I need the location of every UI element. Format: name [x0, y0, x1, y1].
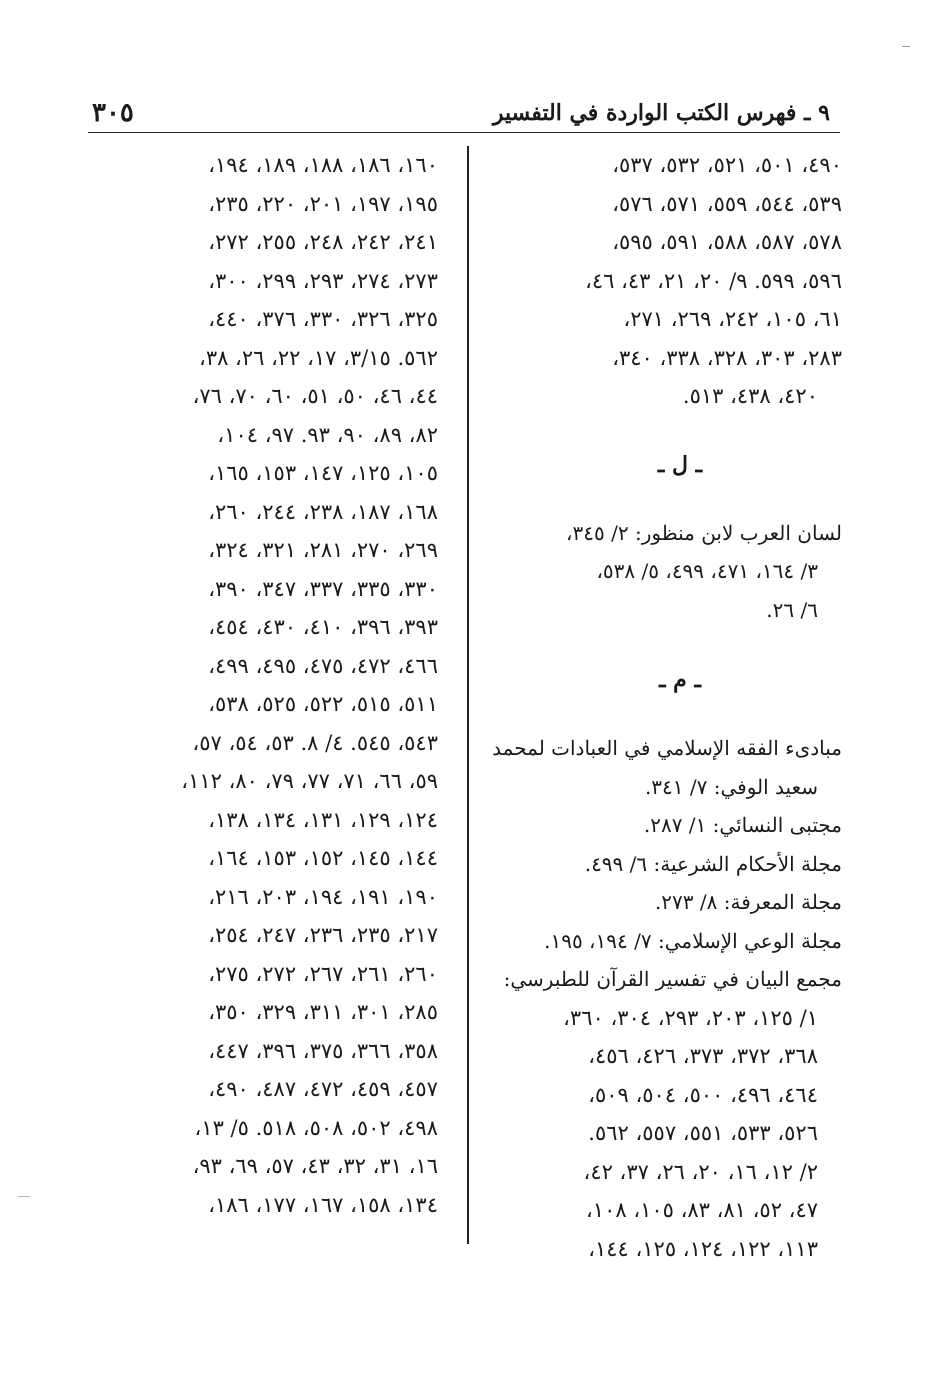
index-line: ١٠٥، ١٢٥، ١٤٧، ١٥٣، ١٦٥، [208, 461, 438, 485]
index-line: ٤٤، ٤٦، ٥٠، ٥١، ٦٠، ٧٠، ٧٦، [192, 384, 438, 408]
index-line: ٤٧، ٥٢، ٨١، ٨٣، ١٠٥، ١٠٨، [586, 1198, 818, 1222]
scan-mark [18, 1196, 30, 1197]
index-line: ٢٨٥، ٣٠١، ٣١١، ٣٢٩، ٣٥٠، [208, 1000, 438, 1024]
index-line: ١٦٠، ١٨٦، ١٨٨، ١٨٩، ١٩٤، [208, 153, 438, 177]
index-line: ٨٢، ٨٩، ٩٠، ٩٣. ٩٧، ١٠٤، [217, 422, 438, 447]
index-entry: لسان العرب لابن منظور: ٢/ ٣٤٥، [566, 520, 842, 545]
index-line: ١٢٤، ١٢٩، ١٣١، ١٣٤، ١٣٨، [208, 807, 438, 832]
section-heading-mim: ـ م ـ [659, 667, 701, 693]
index-line: ٥٧٨، ٥٨٧، ٥٨٨، ٥٩١، ٥٩٥، [612, 230, 842, 254]
index-line: ١٦، ٣١، ٣٢، ٤٣، ٥٧، ٦٩، ٩٣، [192, 1154, 438, 1178]
index-entry: مجلة المعرفة: ٨/ ٢٧٣. [654, 890, 842, 914]
index-line: ٦/ ٢٦. [766, 597, 818, 622]
index-line: ٤٦٤، ٤٩٦، ٥٠٠، ٥٠٤، ٥٠٩، [588, 1082, 818, 1107]
index-line: سعيد الوفي: ٧/ ٣٤١. [644, 774, 818, 799]
index-line: ٤٩٠، ٥٠١، ٥٢١، ٥٣٢، ٥٣٧، [612, 153, 842, 177]
index-line: ٤٦٦، ٤٧٢، ٤٧٥، ٤٩٥، ٤٩٩، [208, 653, 438, 678]
column-divider [467, 146, 469, 1244]
index-line: ٢/ ١٢، ١٦، ٢٠، ٢٦، ٣٧، ٤٢، [583, 1159, 818, 1184]
index-line: ١٤٤، ١٤٥، ١٥٢، ١٥٣، ١٦٤، [208, 846, 438, 870]
index-line: ٤٩٨، ٥٠٢، ٥٠٨، ٥١٨. ٥/ ١٣، [194, 1115, 438, 1140]
index-line: ١٩٠، ١٩١، ١٩٤، ٢٠٣، ٢١٦، [208, 884, 438, 909]
page-header [88, 96, 840, 133]
index-line: ٥٢٦، ٥٣٣، ٥٥١، ٥٥٧، ٥٦٢. [588, 1121, 818, 1145]
index-line: ٥٦٢. ٣/١٥، ١٧، ٢٢، ٢٦، ٣٨، [199, 345, 438, 370]
index-line: ٣٥٨، ٣٦٦، ٣٧٥، ٣٩٦، ٤٤٧، [208, 1038, 438, 1063]
index-line: ٥١١، ٥١٥، ٥٢٢، ٥٢٥، ٥٣٨، [208, 692, 438, 716]
index-line: ٤٢٠، ٤٣٨، ٥١٣. [682, 384, 818, 408]
index-line: ٥٤٣، ٥٤٥. ٤/ ٨. ٥٣، ٥٤، ٥٧، [192, 730, 438, 755]
index-entry: مجمع البيان في تفسير القرآن للطبرسي: [503, 967, 842, 991]
index-line: ٥٣٩، ٥٤٤، ٥٥٩، ٥٧١، ٥٧٦، [612, 191, 842, 216]
index-entry: مجتبى النسائي: ١/ ٢٨٧. [643, 813, 842, 837]
right-column [478, 146, 842, 1268]
page-number: ٣٠٥ [92, 98, 134, 128]
index-line: ٣/ ١٦٤، ٤٧١، ٤٩٩، ٥/ ٥٣٨، [596, 559, 818, 583]
index-line: ١٩٥، ١٩٧، ٢٠١، ٢٢٠، ٢٣٥، [208, 191, 438, 216]
scan-mark [902, 46, 910, 47]
index-line: ٢٦٩، ٢٧٠، ٢٨١، ٣٢١، ٣٢٤، [208, 538, 438, 562]
index-line: ٢٧٣، ٢٧٤، ٢٩٣، ٢٩٩، ٣٠٠، [208, 268, 438, 293]
index-line: ١/ ١٢٥، ٢٠٣، ٢٩٣، ٣٠٤، ٣٦٠، [563, 1005, 818, 1030]
index-line: ٣٣٠، ٣٣٥، ٣٣٧، ٣٤٧، ٣٩٠، [208, 576, 438, 601]
index-line: ٢٤١، ٢٤٢، ٢٤٨، ٢٥٥، ٢٧٢، [208, 230, 438, 254]
index-line: ٥٩٦، ٥٩٩. ٩/ ٢٠، ٢١، ٤٣، ٤٦، [585, 268, 842, 293]
index-line: ٣٩٣، ٣٩٦، ٤١٠، ٤٣٠، ٤٥٤، [208, 615, 438, 639]
index-line: ٢٨٣، ٣٠٣، ٣٢٨، ٣٣٨، ٣٤٠، [612, 345, 842, 370]
index-entry: مجلة الأحكام الشرعية: ٦/ ٤٩٩. [584, 851, 842, 876]
left-column [92, 146, 438, 1224]
index-line: ١٦٨، ١٨٧، ٢٣٨، ٢٤٤، ٢٦٠، [208, 499, 438, 524]
index-line: ١٣٤، ١٥٨، ١٦٧، ١٧٧، ١٨٦، [208, 1192, 438, 1217]
index-line: ١١٣، ١٢٢، ١٢٤، ١٢٥، ١٤٤، [588, 1236, 818, 1261]
section-heading-lam: ـ ل ـ [657, 451, 703, 478]
page-title: ٩ ـ فهرس الكتب الواردة في التفسير [492, 100, 830, 126]
index-line: ٣٦٨، ٣٧٢، ٣٧٣، ٤٢٦، ٤٥٦، [588, 1044, 818, 1068]
index-line: ٢١٧، ٢٣٥، ٢٣٦، ٢٤٧، ٢٥٤، [208, 923, 438, 947]
index-line: ٤٥٧، ٤٥٩، ٤٧٢، ٤٨٧، ٤٩٠، [208, 1077, 438, 1101]
index-entry: مبادىء الفقه الإسلامي في العبادات لمحمد [492, 736, 842, 760]
index-line: ٢٦٠، ٢٦١، ٢٦٧، ٢٧٢، ٢٧٥، [208, 961, 438, 986]
index-line: ٦١، ١٠٥، ٢٤٢، ٢٦٩، ٢٧١، [623, 307, 842, 331]
index-line: ٣٢٥، ٣٢٦، ٣٣٠، ٣٧٦، ٤٤٠، [208, 307, 438, 331]
index-line: ٥٩، ٦٦، ٧١، ٧٧، ٧٩، ٨٠، ١١٢، [181, 769, 438, 793]
index-entry: مجلة الوعي الإسلامي: ٧/ ١٩٤، ١٩٥. [544, 928, 842, 953]
